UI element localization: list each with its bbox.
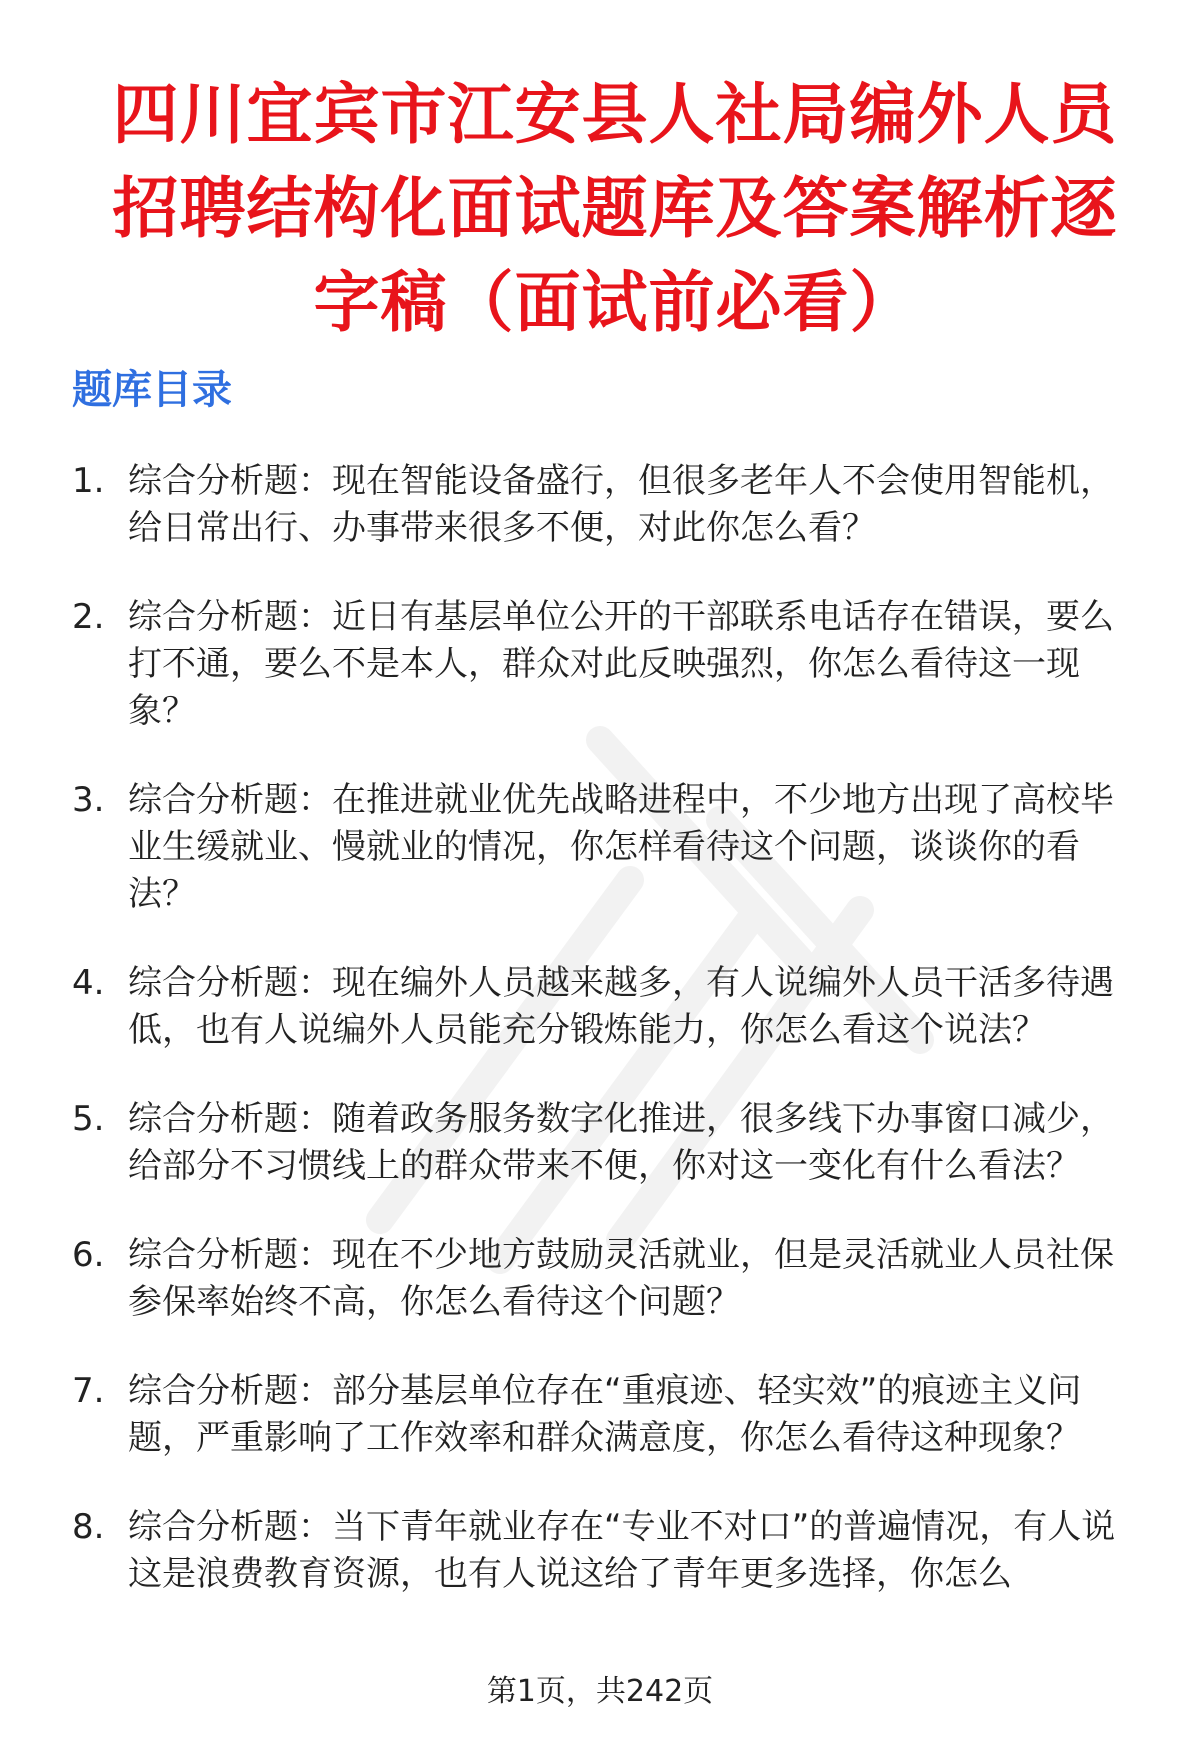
- question-text: 综合分析题：在推进就业优先战略进程中，不少地方出现了高校毕业生缓就业、慢就业的情况，你怎样看待这个问题，谈谈你的看法？: [128, 780, 1114, 914]
- list-item: [72, 1232, 1140, 1326]
- question-text: 综合分析题：部分基层单位存在“重痕迹、轻实效”的痕迹主义问题，严重影响了工作效率和群众满意度，你怎么看待这种现象？: [128, 1371, 1082, 1458]
- question-number: 2.: [72, 597, 105, 637]
- question-list: [72, 458, 1140, 1640]
- question-text: 综合分析题：当下青年就业存在“专业不对口”的普遍情况，有人说这是浪费教育资源，也有人说这给了青年更多选择，你怎么: [128, 1507, 1116, 1594]
- list-item: [72, 1368, 1140, 1462]
- question-number: 3.: [72, 780, 105, 820]
- question-number: 4.: [72, 963, 105, 1003]
- toc-heading: 题库目录: [72, 367, 232, 413]
- list-item: [72, 458, 1140, 552]
- question-number: 7.: [72, 1371, 105, 1411]
- question-text: 综合分析题：随着政务服务数字化推进，很多线下办事窗口减少，给部分不习惯线上的群众带来不便，你对这一变化有什么看法？: [128, 1099, 1114, 1186]
- list-item: [72, 594, 1140, 735]
- page-footer: 第1页，共242页: [486, 1674, 714, 1709]
- document-title: 四川宜宾市江安县人社局编外人员招聘结构化面试题库及答案解析逐字稿（面试前必看）: [112, 76, 1118, 341]
- question-text: 综合分析题：近日有基层单位公开的干部联系电话存在错误，要么打不通，要么不是本人，群众对此反映强烈，你怎么看待这一现象？: [128, 597, 1114, 731]
- question-number: 5.: [72, 1099, 105, 1139]
- question-text: 综合分析题：现在智能设备盛行，但很多老年人不会使用智能机，给日常出行、办事带来很多不便，对此你怎么看？: [128, 461, 1114, 548]
- question-number: 8.: [72, 1507, 105, 1547]
- list-item: [72, 1504, 1140, 1598]
- list-item: [72, 777, 1140, 918]
- list-item: [72, 960, 1140, 1054]
- question-text: 综合分析题：现在编外人员越来越多，有人说编外人员干活多待遇低，也有人说编外人员能充分锻炼能力，你怎么看这个说法？: [128, 963, 1114, 1050]
- list-item: [72, 1096, 1140, 1190]
- question-text: 综合分析题：现在不少地方鼓励灵活就业，但是灵活就业人员社保参保率始终不高，你怎么看待这个问题？: [128, 1235, 1114, 1322]
- question-number: 6.: [72, 1235, 105, 1275]
- question-number: 1.: [72, 461, 105, 501]
